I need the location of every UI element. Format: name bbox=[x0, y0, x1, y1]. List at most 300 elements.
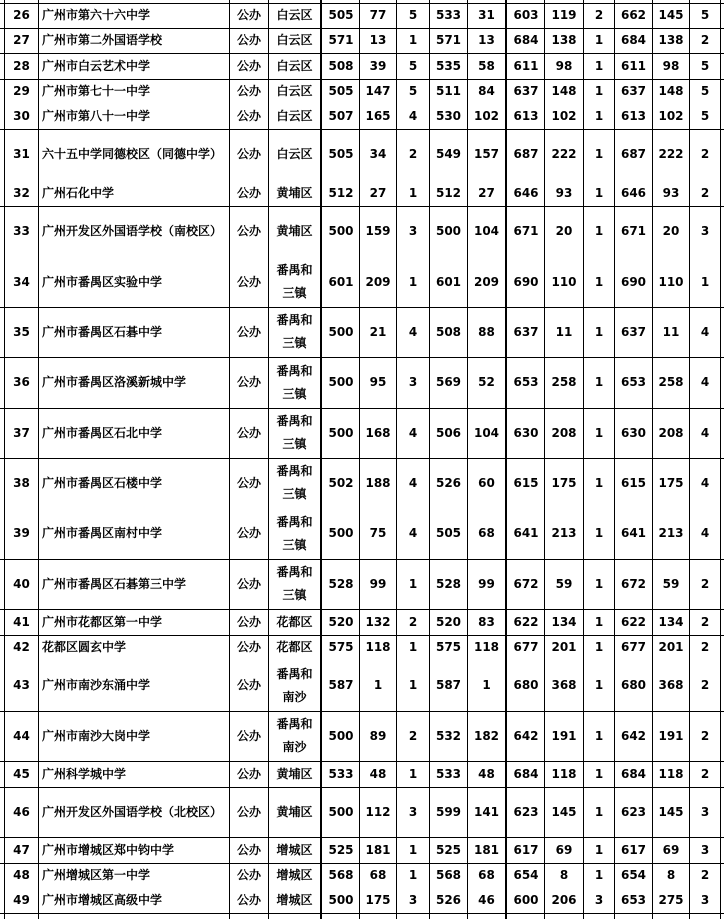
school-name: 广州市增城区郑中钧中学 bbox=[42, 842, 175, 857]
school-type: 公办 bbox=[236, 728, 261, 743]
score-value: 99 bbox=[369, 576, 387, 591]
score-value: 98 bbox=[662, 58, 680, 73]
score-value: 119 bbox=[551, 8, 577, 22]
score-value: 533 bbox=[328, 766, 354, 781]
school-type: 公办 bbox=[236, 324, 261, 339]
score-value: 507 bbox=[328, 109, 354, 123]
score-value: 687 bbox=[513, 147, 539, 161]
score-value: 8 bbox=[559, 868, 569, 882]
score-value: 520 bbox=[328, 614, 354, 629]
score-value: 1 bbox=[594, 84, 604, 98]
score-value: 102 bbox=[473, 109, 500, 123]
score-value: 500 bbox=[328, 728, 354, 743]
district: 增城区 bbox=[276, 868, 313, 882]
school-type: 公办 bbox=[236, 147, 261, 161]
score-value: 1 bbox=[594, 33, 604, 47]
score-value: 13 bbox=[478, 33, 495, 47]
score-value: 2 bbox=[700, 147, 710, 161]
score-value: 637 bbox=[620, 84, 647, 98]
score-value: 571 bbox=[435, 33, 462, 47]
row-number: 26 bbox=[13, 8, 30, 22]
school-type: 公办 bbox=[236, 614, 261, 629]
score-value: 5 bbox=[408, 58, 418, 73]
score-value: 3 bbox=[700, 842, 710, 857]
score-value: 533 bbox=[435, 766, 462, 781]
district: 白云区 bbox=[276, 109, 313, 123]
score-value: 508 bbox=[435, 324, 462, 339]
row-number: 36 bbox=[13, 375, 30, 389]
score-value: 630 bbox=[513, 425, 539, 440]
score-value: 654 bbox=[513, 868, 539, 882]
score-value: 188 bbox=[365, 475, 391, 490]
school-name: 广州市番禺区实验中学 bbox=[42, 274, 163, 289]
score-value: 48 bbox=[478, 766, 495, 781]
score-value: 4 bbox=[408, 425, 418, 440]
score-value: 1 bbox=[408, 766, 418, 781]
score-value: 4 bbox=[408, 324, 418, 339]
score-value: 2 bbox=[700, 678, 710, 692]
score-value: 575 bbox=[328, 640, 354, 654]
score-value: 84 bbox=[478, 84, 495, 98]
school-name: 广州市南沙东涌中学 bbox=[42, 678, 151, 692]
score-value: 1 bbox=[594, 804, 604, 819]
row-number: 44 bbox=[13, 728, 30, 743]
score-value: 2 bbox=[700, 640, 710, 654]
score-value: 1 bbox=[408, 576, 418, 591]
score-value: 157 bbox=[473, 147, 500, 161]
score-value: 1 bbox=[482, 678, 491, 692]
school-name: 广州市番禺区洛溪新城中学 bbox=[42, 375, 187, 389]
score-value: 58 bbox=[478, 58, 495, 73]
score-value: 601 bbox=[328, 274, 354, 289]
score-value: 4 bbox=[700, 526, 710, 540]
score-value: 209 bbox=[473, 274, 500, 289]
school-type: 公办 bbox=[236, 475, 261, 490]
score-value: 500 bbox=[435, 224, 462, 238]
score-value: 568 bbox=[328, 868, 354, 882]
score-value: 4 bbox=[700, 425, 710, 440]
score-value: 1 bbox=[408, 274, 418, 289]
district: 番禺和三镇 bbox=[276, 363, 313, 401]
score-value: 3 bbox=[700, 804, 710, 819]
score-value: 181 bbox=[473, 842, 500, 857]
score-value: 641 bbox=[620, 526, 647, 540]
score-value: 613 bbox=[620, 109, 647, 123]
score-value: 68 bbox=[369, 868, 387, 882]
score-value: 646 bbox=[513, 185, 539, 200]
row-number: 42 bbox=[13, 640, 30, 654]
score-value: 569 bbox=[435, 375, 462, 389]
score-value: 646 bbox=[620, 185, 647, 200]
score-value: 2 bbox=[700, 728, 710, 743]
score-value: 206 bbox=[551, 893, 577, 907]
score-value: 2 bbox=[408, 728, 418, 743]
score-value: 528 bbox=[435, 576, 462, 591]
row-number: 35 bbox=[13, 324, 30, 339]
score-value: 20 bbox=[662, 224, 680, 238]
school-type: 公办 bbox=[236, 804, 261, 819]
score-value: 500 bbox=[328, 324, 354, 339]
district: 增城区 bbox=[276, 893, 313, 907]
district: 番禺和三镇 bbox=[276, 565, 313, 602]
score-value: 653 bbox=[513, 375, 539, 389]
score-value: 662 bbox=[620, 8, 647, 22]
score-value: 2 bbox=[594, 8, 604, 22]
school-name: 广州市番禺区石碁第三中学 bbox=[42, 576, 187, 591]
score-value: 5 bbox=[700, 84, 710, 98]
score-value: 1 bbox=[594, 842, 604, 857]
score-value: 3 bbox=[408, 804, 418, 819]
score-value: 500 bbox=[328, 425, 354, 440]
score-value: 104 bbox=[473, 425, 500, 440]
score-value: 118 bbox=[551, 766, 577, 781]
score-value: 506 bbox=[435, 425, 462, 440]
district: 番禺和三镇 bbox=[276, 414, 313, 451]
score-value: 568 bbox=[435, 868, 462, 882]
score-value: 110 bbox=[551, 274, 577, 289]
score-value: 98 bbox=[555, 58, 573, 73]
grid-vline bbox=[720, 0, 721, 919]
score-value: 637 bbox=[513, 84, 539, 98]
school-name: 广州市第六十六中学 bbox=[42, 8, 151, 22]
score-value: 512 bbox=[328, 185, 354, 200]
score-value: 1 bbox=[594, 475, 604, 490]
score-value: 208 bbox=[658, 425, 684, 440]
score-value: 175 bbox=[551, 475, 577, 490]
score-value: 1 bbox=[594, 224, 604, 238]
district: 黄埔区 bbox=[276, 185, 313, 200]
score-value: 1 bbox=[594, 766, 604, 781]
school-name: 花都区圆玄中学 bbox=[42, 640, 127, 654]
score-value: 511 bbox=[435, 84, 462, 98]
score-value: 159 bbox=[365, 224, 391, 238]
grid-vline bbox=[505, 0, 507, 919]
score-value: 134 bbox=[551, 614, 577, 629]
row-number: 47 bbox=[13, 842, 30, 857]
row-number: 46 bbox=[13, 804, 30, 819]
school-name: 广州科学城中学 bbox=[42, 766, 127, 781]
score-value: 1 bbox=[594, 526, 604, 540]
score-value: 603 bbox=[513, 8, 539, 22]
score-value: 677 bbox=[513, 640, 539, 654]
school-name: 广州开发区外国语学校（南校区） bbox=[42, 224, 223, 238]
row-number: 40 bbox=[13, 576, 30, 591]
school-type: 公办 bbox=[236, 84, 261, 98]
score-value: 11 bbox=[555, 324, 573, 339]
school-type: 公办 bbox=[236, 576, 261, 591]
school-type: 公办 bbox=[236, 425, 261, 440]
score-value: 508 bbox=[328, 58, 354, 73]
score-value: 684 bbox=[620, 33, 647, 47]
score-value: 1 bbox=[594, 678, 604, 692]
score-value: 1 bbox=[594, 614, 604, 629]
score-value: 535 bbox=[435, 58, 462, 73]
score-value: 642 bbox=[513, 728, 539, 743]
score-value: 13 bbox=[369, 33, 387, 47]
row-number: 37 bbox=[13, 425, 30, 440]
score-value: 599 bbox=[435, 804, 462, 819]
score-value: 102 bbox=[551, 109, 577, 123]
row-number: 32 bbox=[13, 185, 30, 200]
score-value: 615 bbox=[620, 475, 647, 490]
school-name: 广州市番禺区石北中学 bbox=[42, 425, 163, 440]
school-type: 公办 bbox=[236, 526, 261, 540]
score-value: 4 bbox=[700, 324, 710, 339]
score-value: 258 bbox=[551, 375, 577, 389]
score-value: 505 bbox=[328, 84, 354, 98]
school-name: 广州市番禺区石楼中学 bbox=[42, 475, 163, 490]
school-type: 公办 bbox=[236, 893, 261, 907]
score-value: 145 bbox=[658, 804, 684, 819]
score-value: 600 bbox=[513, 893, 539, 907]
score-value: 587 bbox=[328, 678, 354, 692]
school-name: 广州开发区外国语学校（北校区） bbox=[42, 804, 223, 819]
score-value: 684 bbox=[620, 766, 647, 781]
score-value: 4 bbox=[700, 475, 710, 490]
score-value: 1 bbox=[594, 109, 604, 123]
score-value: 622 bbox=[513, 614, 539, 629]
grid-hline bbox=[0, 913, 724, 914]
score-value: 148 bbox=[551, 84, 577, 98]
score-value: 112 bbox=[365, 804, 391, 819]
school-type: 公办 bbox=[236, 842, 261, 857]
score-value: 512 bbox=[435, 185, 462, 200]
score-value: 93 bbox=[662, 185, 680, 200]
score-value: 671 bbox=[513, 224, 539, 238]
school-type: 公办 bbox=[236, 678, 261, 692]
row-number: 33 bbox=[13, 224, 30, 238]
score-value: 201 bbox=[551, 640, 577, 654]
score-value: 175 bbox=[658, 475, 684, 490]
score-value: 637 bbox=[513, 324, 539, 339]
score-value: 59 bbox=[662, 576, 680, 591]
score-value: 677 bbox=[620, 640, 647, 654]
score-value: 611 bbox=[513, 58, 539, 73]
score-value: 258 bbox=[658, 375, 684, 389]
score-value: 75 bbox=[369, 526, 387, 540]
score-value: 1 bbox=[408, 842, 418, 857]
row-number: 43 bbox=[13, 678, 30, 692]
score-value: 611 bbox=[620, 58, 647, 73]
score-value: 93 bbox=[555, 185, 573, 200]
school-type: 公办 bbox=[236, 766, 261, 781]
score-value: 138 bbox=[551, 33, 577, 47]
score-value: 500 bbox=[328, 804, 354, 819]
score-value: 275 bbox=[658, 893, 684, 907]
score-value: 622 bbox=[620, 614, 647, 629]
score-value: 3 bbox=[408, 375, 418, 389]
score-value: 46 bbox=[478, 893, 495, 907]
score-value: 11 bbox=[662, 324, 680, 339]
score-value: 222 bbox=[551, 147, 577, 161]
score-value: 613 bbox=[513, 109, 539, 123]
school-name: 六十五中学同德校区（同德中学） bbox=[42, 147, 223, 161]
score-value: 1 bbox=[408, 868, 418, 882]
score-value: 687 bbox=[620, 147, 647, 161]
school-name: 广州石化中学 bbox=[42, 185, 115, 200]
row-number: 41 bbox=[13, 614, 30, 629]
score-value: 4 bbox=[408, 475, 418, 490]
score-value: 134 bbox=[658, 614, 684, 629]
score-value: 500 bbox=[328, 375, 354, 389]
score-value: 69 bbox=[555, 842, 573, 857]
row-number: 45 bbox=[13, 766, 30, 781]
score-value: 500 bbox=[328, 526, 354, 540]
score-value: 3 bbox=[700, 893, 710, 907]
district: 番禺和三镇 bbox=[276, 514, 313, 552]
score-value: 39 bbox=[369, 58, 387, 73]
score-value: 571 bbox=[328, 33, 354, 47]
score-value: 617 bbox=[620, 842, 647, 857]
score-value: 48 bbox=[369, 766, 387, 781]
score-value: 191 bbox=[658, 728, 684, 743]
score-value: 601 bbox=[435, 274, 462, 289]
score-value: 4 bbox=[408, 526, 418, 540]
district: 白云区 bbox=[276, 8, 313, 22]
score-value: 520 bbox=[435, 614, 462, 629]
score-value: 2 bbox=[408, 147, 418, 161]
score-value: 1 bbox=[408, 640, 418, 654]
score-value: 672 bbox=[513, 576, 539, 591]
school-type: 公办 bbox=[236, 274, 261, 289]
score-value: 680 bbox=[513, 678, 539, 692]
score-value: 52 bbox=[478, 375, 495, 389]
score-value: 102 bbox=[658, 109, 684, 123]
score-value: 526 bbox=[435, 475, 462, 490]
score-value: 680 bbox=[620, 678, 647, 692]
score-value: 623 bbox=[513, 804, 539, 819]
score-value: 181 bbox=[365, 842, 391, 857]
score-value: 83 bbox=[478, 614, 495, 629]
score-value: 2 bbox=[700, 868, 710, 882]
score-value: 3 bbox=[408, 893, 418, 907]
score-value: 213 bbox=[551, 526, 577, 540]
score-value: 630 bbox=[620, 425, 647, 440]
score-value: 641 bbox=[513, 526, 539, 540]
score-value: 132 bbox=[365, 614, 391, 629]
district: 番禺和南沙 bbox=[276, 666, 313, 704]
score-value: 654 bbox=[620, 868, 647, 882]
score-value: 175 bbox=[365, 893, 391, 907]
score-value: 672 bbox=[620, 576, 647, 591]
score-value: 505 bbox=[328, 147, 354, 161]
score-value: 3 bbox=[408, 224, 418, 238]
school-name: 广州市南沙大岗中学 bbox=[42, 728, 151, 743]
row-number: 28 bbox=[13, 58, 30, 73]
score-value: 68 bbox=[478, 526, 495, 540]
score-value: 1 bbox=[594, 58, 604, 73]
score-value: 8 bbox=[666, 868, 676, 882]
score-value: 525 bbox=[435, 842, 462, 857]
score-value: 3 bbox=[700, 224, 710, 238]
score-value: 201 bbox=[658, 640, 684, 654]
school-type: 公办 bbox=[236, 375, 261, 389]
school-type: 公办 bbox=[236, 109, 261, 123]
score-value: 95 bbox=[369, 375, 387, 389]
score-value: 500 bbox=[328, 893, 354, 907]
score-value: 1 bbox=[594, 640, 604, 654]
score-value: 505 bbox=[328, 8, 354, 22]
score-value: 623 bbox=[620, 804, 647, 819]
score-value: 5 bbox=[700, 8, 710, 22]
school-name: 广州市增城区高级中学 bbox=[42, 893, 163, 907]
score-value: 5 bbox=[700, 58, 710, 73]
district: 白云区 bbox=[276, 58, 313, 73]
score-value: 104 bbox=[473, 224, 500, 238]
score-value: 615 bbox=[513, 475, 539, 490]
score-value: 1 bbox=[594, 274, 604, 289]
score-value: 20 bbox=[555, 224, 573, 238]
district: 番禺和南沙 bbox=[276, 717, 313, 754]
score-value: 99 bbox=[478, 576, 495, 591]
score-value: 209 bbox=[365, 274, 391, 289]
score-value: 208 bbox=[551, 425, 577, 440]
district: 番禺和三镇 bbox=[276, 464, 313, 501]
row-number: 49 bbox=[13, 893, 30, 907]
score-value: 1 bbox=[594, 375, 604, 389]
score-value: 31 bbox=[478, 8, 495, 22]
score-value: 505 bbox=[435, 526, 462, 540]
district: 白云区 bbox=[276, 84, 313, 98]
score-value: 1 bbox=[373, 678, 383, 692]
district: 增城区 bbox=[276, 842, 313, 857]
score-value: 60 bbox=[478, 475, 495, 490]
score-value: 684 bbox=[513, 766, 539, 781]
score-value: 168 bbox=[365, 425, 391, 440]
score-value: 671 bbox=[620, 224, 647, 238]
score-value: 617 bbox=[513, 842, 539, 857]
score-value: 530 bbox=[435, 109, 462, 123]
row-number: 29 bbox=[13, 84, 30, 98]
district: 黄埔区 bbox=[276, 766, 313, 781]
row-number: 30 bbox=[13, 109, 30, 123]
school-name: 广州市第二外国语学校 bbox=[42, 33, 163, 47]
school-type: 公办 bbox=[236, 224, 261, 238]
school-name: 广州增城区第一中学 bbox=[42, 868, 151, 882]
school-type: 公办 bbox=[236, 33, 261, 47]
score-value: 1 bbox=[594, 324, 604, 339]
school-type: 公办 bbox=[236, 185, 261, 200]
district: 白云区 bbox=[276, 33, 313, 47]
grid-vline bbox=[320, 0, 322, 919]
score-value: 77 bbox=[369, 8, 387, 22]
school-name: 广州市番禺区南村中学 bbox=[42, 526, 163, 540]
score-value: 1 bbox=[594, 576, 604, 591]
row-number: 31 bbox=[13, 147, 30, 161]
score-value: 2 bbox=[700, 33, 710, 47]
score-value: 368 bbox=[658, 678, 684, 692]
district: 番禺和三镇 bbox=[276, 313, 313, 350]
score-value: 525 bbox=[328, 842, 354, 857]
score-value: 5 bbox=[700, 109, 710, 123]
score-value: 1 bbox=[594, 185, 604, 200]
score-value: 1 bbox=[408, 185, 418, 200]
score-value: 27 bbox=[478, 185, 495, 200]
district: 花都区 bbox=[276, 640, 313, 654]
score-value: 148 bbox=[658, 84, 684, 98]
score-value: 653 bbox=[620, 375, 647, 389]
score-value: 191 bbox=[551, 728, 577, 743]
score-value: 147 bbox=[365, 84, 391, 98]
score-value: 502 bbox=[328, 475, 354, 490]
school-name: 广州市第八十一中学 bbox=[42, 109, 151, 123]
score-value: 21 bbox=[369, 324, 387, 339]
score-value: 1 bbox=[594, 425, 604, 440]
score-value: 68 bbox=[478, 868, 495, 882]
score-value: 145 bbox=[551, 804, 577, 819]
score-value: 1 bbox=[408, 33, 418, 47]
score-value: 2 bbox=[700, 576, 710, 591]
